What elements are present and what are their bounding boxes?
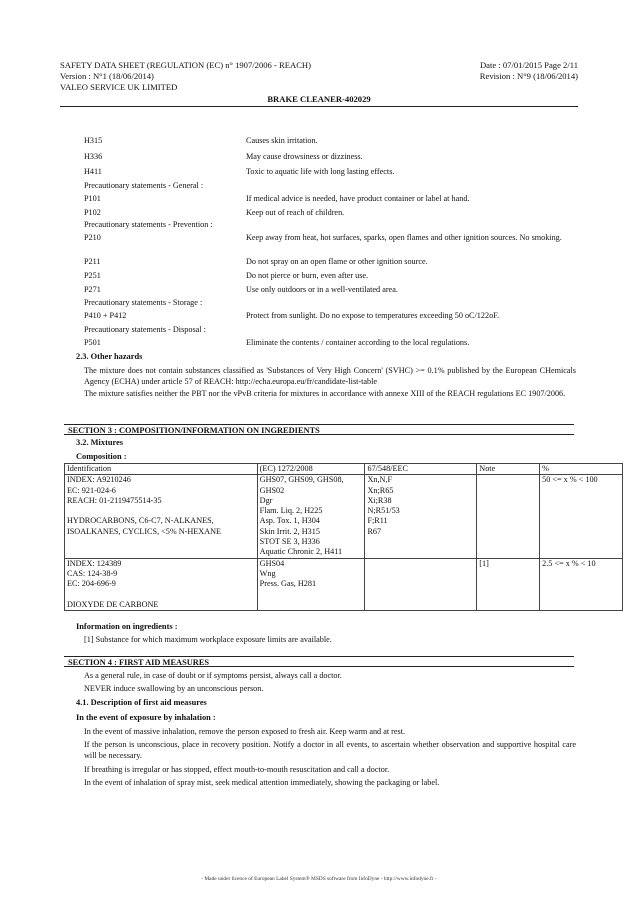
statement-text: Do not pierce or burn, even after use.	[246, 271, 369, 280]
statement-code: H411	[84, 167, 102, 176]
statement-text: If medical advice is needed, have product container or label at hand.	[246, 194, 470, 203]
revision-info: Revision : N°9 (18/06/2014)	[479, 71, 578, 81]
col-eec67: 67/548/EEC	[365, 464, 477, 475]
cell-percent: 50 <= x % < 100	[540, 475, 623, 558]
statement-code: H315	[84, 136, 103, 145]
other-hazards-paragraph: The mixture satisfies neither the PBT nor the vPvB criteria for mixtures in accordance with annexe XIII of the REACH regulations EC 1907/2006.	[84, 389, 566, 398]
info-ingredients-text: [1] Substance for which maximum workplace exposure limits are available.	[84, 635, 332, 644]
doc-regulation-title: SAFETY DATA SHEET (REGULATION (EC) n° 1907/2006 - REACH)	[60, 60, 311, 70]
statement-group-label: Precautionary statements - Prevention :	[84, 220, 213, 229]
table-row	[65, 558, 623, 610]
section-3-title: SECTION 3 : COMPOSITION/INFORMATION ON INGREDIENTS	[64, 424, 574, 435]
inhalation-text: In the event of inhalation of spray mist, seek medical attention immediately, showing the packaging or label.	[84, 778, 440, 787]
cell-eec67: Xn,N,F Xn;R65 Xi;R38 N;R51/53 F;R11 R67	[365, 475, 477, 558]
statement-code: P102	[84, 208, 101, 217]
statement-code: P211	[84, 257, 101, 266]
statement-code: P271	[84, 285, 101, 294]
statement-code: P410 + P412	[84, 311, 127, 320]
col-identification: Identification	[65, 464, 258, 475]
table-header-row	[65, 464, 623, 475]
first-aid-general: As a general rule, in case of doubt or if symptoms persist, always call a doctor.	[84, 671, 342, 680]
col-ec1272: (EC) 1272/2008	[257, 464, 365, 475]
statement-code: P501	[84, 338, 101, 347]
statement-text: Eliminate the contents / container according to the local regulations.	[246, 338, 470, 347]
statement-text: May cause drowsiness or dizziness.	[246, 152, 363, 161]
statement-text: Toxic to aquatic life with long lasting effects.	[246, 167, 395, 176]
cell-eec67	[365, 558, 477, 610]
cell-identification: INDEX: A9210246 EC: 921-024-6 REACH: 01-2119475514-35 HYDROCARBONS, C6-C7, N-ALKANES, ISOALKANES, CYCLICS, <5% N-HEXANE	[65, 475, 258, 558]
company-name: VALEO SERVICE UK LIMITED	[60, 82, 178, 92]
other-hazards-heading: 2.3. Other hazards	[76, 352, 143, 361]
mixtures-heading: 3.2. Mixtures	[76, 438, 124, 447]
statement-text: Keep away from heat, hot surfaces, sparks, open flames and other ignition sources. No smoking.	[246, 233, 562, 242]
section-4-title: SECTION 4 : FIRST AID MEASURES	[64, 656, 574, 667]
cell-identification: INDEX: 124389 CAS: 124-38-9 EC: 204-696-9 DIOXYDE DE CARBONE	[65, 558, 258, 610]
header-divider	[60, 106, 578, 107]
cell-note: [1]	[477, 558, 540, 610]
statement-text: Keep out of reach of children.	[246, 208, 345, 217]
inhalation-text: If breathing is irregular or has stopped, effect mouth-to-mouth resuscitation and call a doctor.	[84, 765, 390, 774]
version-info: Version : N°1 (18/06/2014)	[60, 71, 154, 81]
composition-table	[64, 463, 623, 611]
statement-code: P101	[84, 194, 101, 203]
inhalation-text: If the person is unconscious, place in recovery position. Notify a doctor in all events, to ascertain whether observation and supportive hospital care will be necessary.	[84, 740, 576, 760]
cell-ec1272: GHS07, GHS09, GHS08, GHS02 Dgr Flam. Liq. 2, H225 Asp. Tox. 1, H304 Skin Irrit. 2, H315 STOT SE 3, H336 Aquatic Chronic 2, H411	[257, 475, 365, 558]
table-row	[65, 475, 623, 558]
other-hazards-paragraph: The mixture does not contain substances classified as 'Substances of Very High Concern' (SVHC) >= 0.1% published by the European CHemicals Agency (ECHA) under article 57 of REACH: http://echa.europa.eu/fr/candidate-list-table	[84, 366, 576, 386]
statement-group-label: Precautionary statements - Disposal :	[84, 325, 206, 334]
statement-group-label: Precautionary statements - General :	[84, 181, 204, 190]
statement-code: P251	[84, 271, 101, 280]
col-note: Note	[477, 464, 540, 475]
statement-text: Use only outdoors or in a well-ventilated area.	[246, 285, 398, 294]
first-aid-description-heading: 4.1. Description of first aid measures	[76, 698, 207, 707]
statement-code: H336	[84, 152, 103, 161]
cell-percent: 2.5 <= x % < 10	[540, 558, 623, 610]
date-page-info: Date : 07/01/2015 Page 2/11	[479, 60, 578, 70]
inhalation-label: In the event of exposure by inhalation :	[76, 713, 216, 722]
first-aid-general: NEVER induce swallowing by an unconscious person.	[84, 684, 264, 693]
statement-code: P210	[84, 233, 101, 242]
inhalation-text: In the event of massive inhalation, remove the person exposed to fresh air. Keep warm and at rest.	[84, 727, 406, 736]
cell-ec1272: GHS04 Wng Press. Gas, H281	[257, 558, 365, 610]
composition-label: Composition :	[76, 452, 127, 461]
statement-text: Do not spray on an open flame or other ignition source.	[246, 257, 428, 266]
statement-group-label: Precautionary statements - Storage :	[84, 298, 203, 307]
page-footer: - Made under licence of European Label System® MSDS software from InfoDyne - http://www.infodyne.fr -	[201, 876, 437, 882]
statement-text: Protect from sunlight. Do no expose to temperatures exceeding 50 oC/122oF.	[246, 311, 500, 320]
col-percent: %	[540, 464, 623, 475]
statement-text: Causes skin irritation.	[246, 136, 318, 145]
info-ingredients-label: Information on ingredients :	[76, 622, 178, 631]
product-title: BRAKE CLEANER-402029	[267, 94, 371, 104]
cell-note	[477, 475, 540, 558]
